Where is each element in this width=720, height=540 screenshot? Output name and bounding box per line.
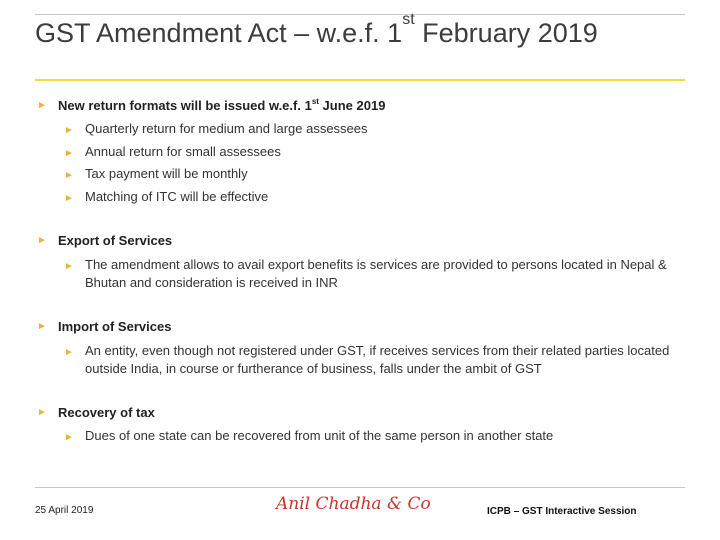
bullet-heading: New return formats will be issued w.e.f. 1st June 2019 bbox=[58, 97, 386, 113]
bullet-arrow-icon: ► bbox=[64, 193, 74, 204]
sub-bullet bbox=[64, 143, 684, 161]
sub-bullet-text: An entity, even though not registered under GST, if receives services from their related parties located outside India, in course or furtherance of business, falls under the ambit of GST bbox=[85, 343, 670, 376]
sub-bullet-text: Quarterly return for medium and large assessees bbox=[85, 121, 368, 136]
bullet-heading: Export of Services bbox=[58, 233, 173, 248]
title-underline bbox=[35, 79, 685, 81]
slide-title: GST Amendment Act – w.e.f. 1st February 2019 bbox=[35, 11, 598, 48]
footer-date: 25 April 2019 bbox=[35, 505, 94, 516]
bullet-arrow-icon: ► bbox=[64, 261, 74, 272]
bullet-heading: Recovery of tax bbox=[58, 405, 155, 420]
bullet-arrow-icon: ► bbox=[37, 321, 47, 332]
sub-bullet-text: Tax payment will be monthly bbox=[85, 166, 248, 181]
session-name: ICPB – GST Interactive Session bbox=[487, 506, 637, 517]
sub-bullet-text: The amendment allows to avail export benefits is services are provided to persons located in Nepal & Bhutan and consideration is received in INR bbox=[85, 257, 667, 290]
sub-bullet bbox=[64, 427, 684, 445]
bullet-arrow-icon: ► bbox=[37, 407, 47, 418]
bullet-arrow-icon: ► bbox=[37, 235, 47, 246]
sub-bullet bbox=[64, 256, 684, 292]
bullet-heading: Import of Services bbox=[58, 319, 172, 334]
footer-divider bbox=[35, 487, 685, 488]
bullet-arrow-icon: ► bbox=[64, 170, 74, 181]
sub-bullet bbox=[64, 165, 684, 183]
sub-bullet bbox=[64, 188, 684, 206]
sub-bullet bbox=[64, 120, 684, 138]
sub-bullet-text: Matching of ITC will be effective bbox=[85, 189, 269, 204]
sub-bullet bbox=[64, 342, 684, 378]
sub-bullet-text: Annual return for small assessees bbox=[85, 144, 281, 159]
bullet-arrow-icon: ► bbox=[64, 148, 74, 159]
bullet-arrow-icon: ► bbox=[37, 100, 47, 111]
bullet-arrow-icon: ► bbox=[64, 125, 74, 136]
bullet-arrow-icon: ► bbox=[64, 347, 74, 358]
sub-bullet-text: Dues of one state can be recovered from unit of the same person in another state bbox=[85, 428, 554, 443]
bullet-arrow-icon: ► bbox=[64, 432, 74, 443]
firm-name: Anil Chadha & Co bbox=[276, 494, 431, 514]
